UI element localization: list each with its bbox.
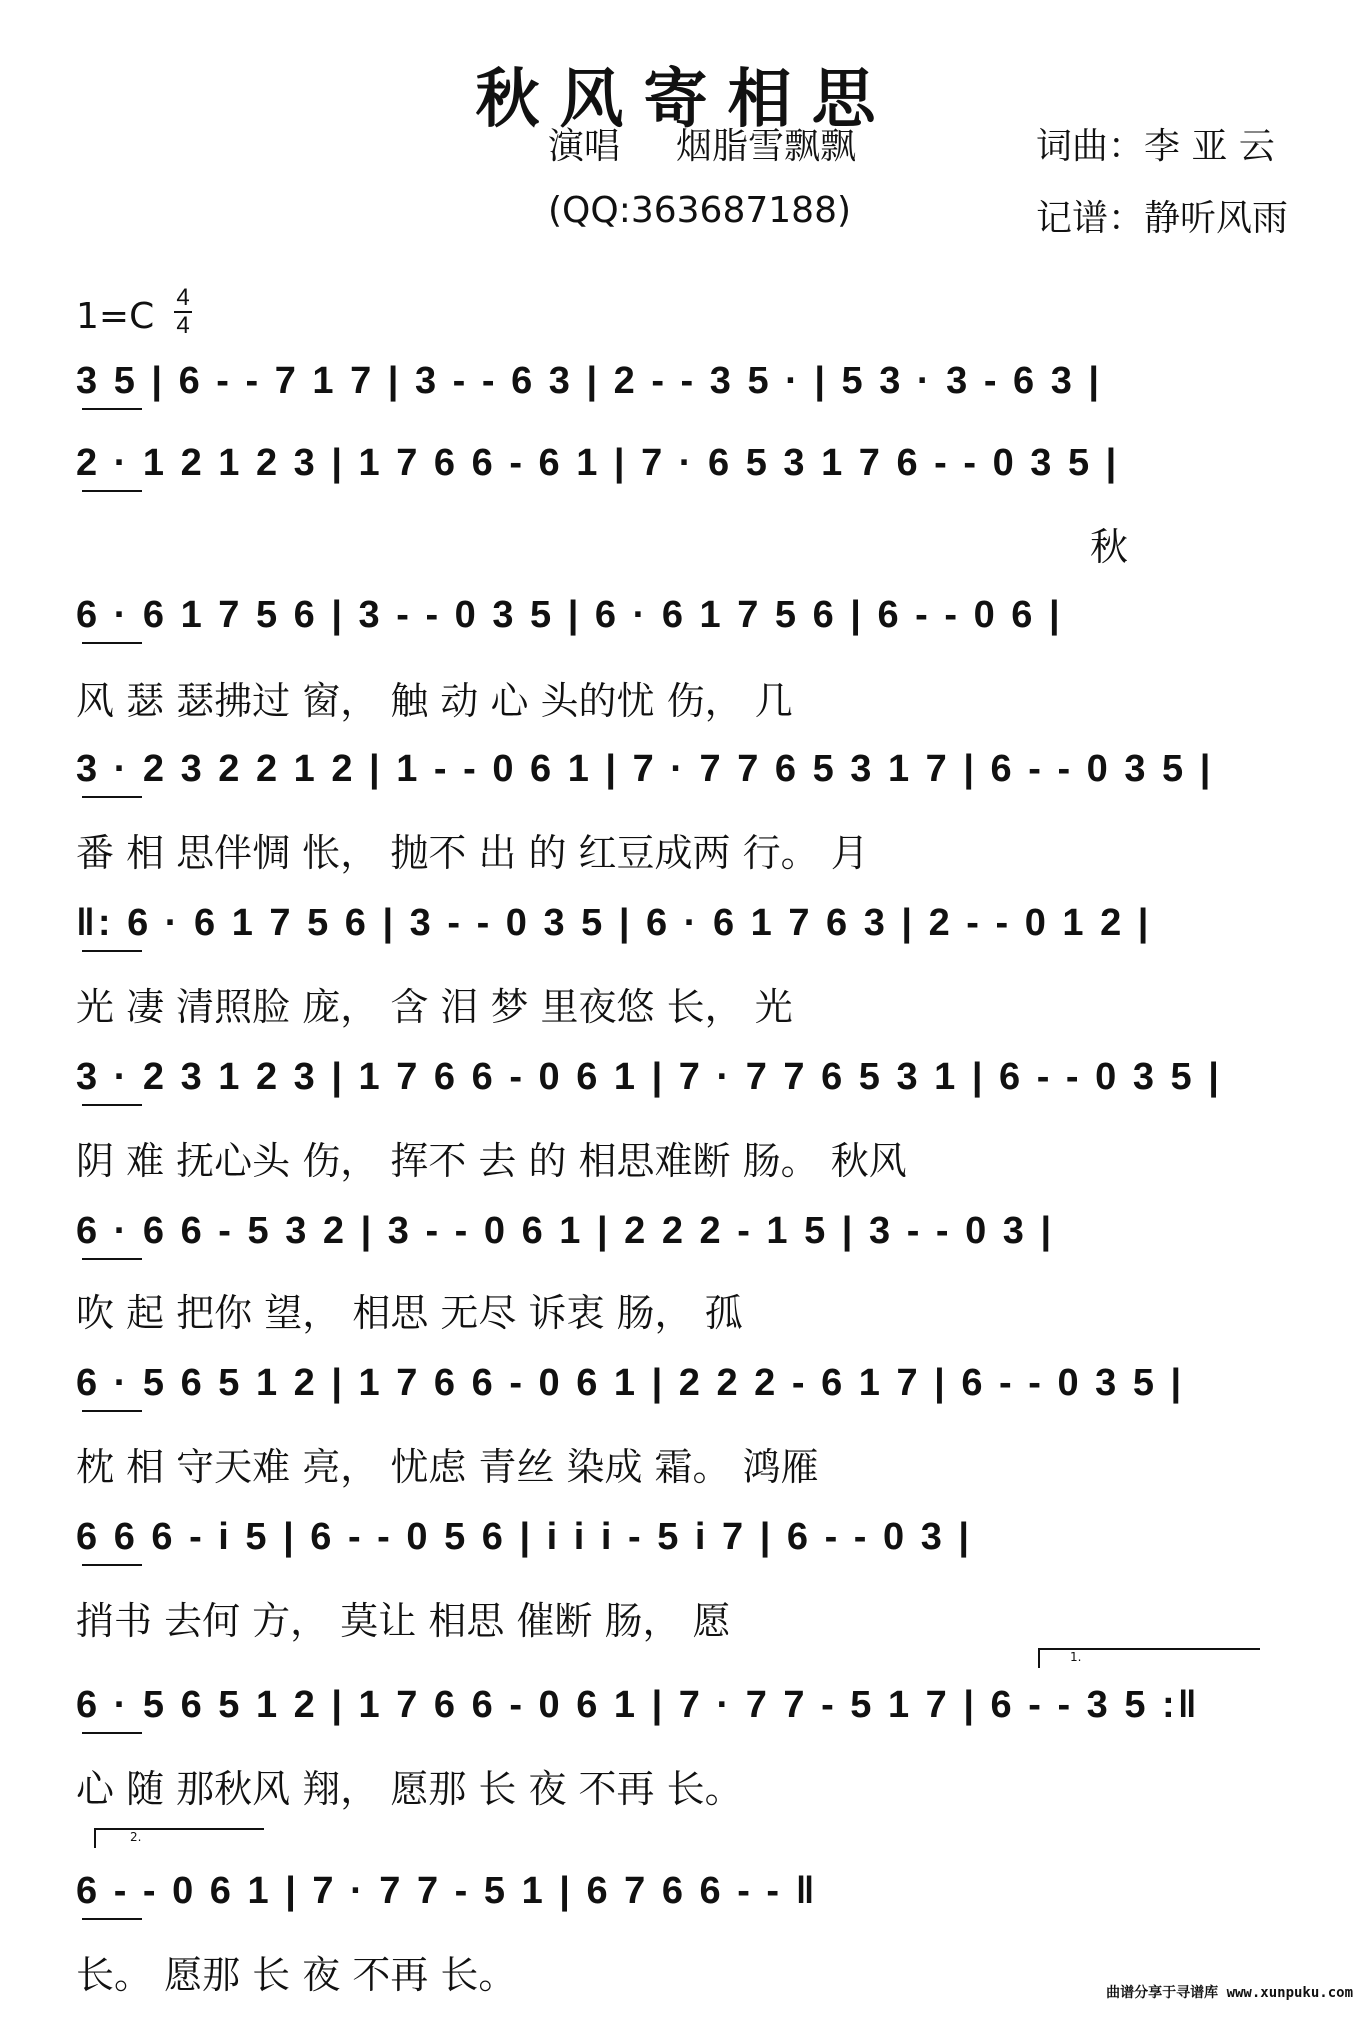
lyric-line-3: 风 瑟 瑟拂过 窗， 触 动 心 头的忧 伤， 几 <box>76 679 793 723</box>
singer-label: 演唱 <box>548 126 621 167</box>
song-title: 秋风寄相思 <box>475 62 896 137</box>
music-line-6: 3 · 2 3 1 2 3 | 1 7 6 6 - 0 6 1 | 7 · 7 7 6 5 3 1 | 6 - - 0 3 5 | <box>76 1056 1222 1098</box>
lyric-line-9: 捎书 去何 方， 莫让 相思 催断 肠， 愿 <box>76 1599 731 1643</box>
lyric-line-11: 长。 愿那 长 夜 不再 长。 <box>76 1953 517 1997</box>
music-line-8: 6 · 5 6 5 1 2 | 1 7 6 6 - 0 6 1 | 2 2 2 - 6 1 7 | 6 - - 0 3 5 | <box>76 1362 1185 1404</box>
music-line-5: ‖: 6 · 6 1 7 5 6 | 3 - - 0 3 5 | 6 · 6 1 7 6 3 | 2 - - 0 1 2 | <box>76 902 1152 944</box>
beam-line <box>82 1564 142 1566</box>
beam-line <box>82 490 142 492</box>
lyric-line-6: 阴 难 抚心头 伤， 挥不 去 的 相思难断 肠。 秋风 <box>76 1139 907 1183</box>
singer-name: 烟脂雪飘飘 <box>676 126 857 167</box>
beam-line <box>82 1258 142 1260</box>
beam-line <box>82 950 142 952</box>
music-line-1: 3 5 | 6 - - 7 1 7 | 3 - - 6 3 | 2 - - 3 5 · | 5 3 · 3 - 6 3 | <box>76 360 1103 402</box>
music-line-9: 6 6 6 - i 5 | 6 - - 0 5 6 | i i i - 5 i 7 | 6 - - 0 3 | <box>76 1516 973 1558</box>
lyric-line-8: 枕 相 守天难 亮， 忧虑 青丝 染成 霜。 鸿雁 <box>76 1445 819 1489</box>
lyric-line-5: 光 凄 清照脸 庞， 含 泪 梦 里夜悠 长， 光 <box>76 985 793 1029</box>
beam-line <box>82 1732 142 1734</box>
music-line-2: 2 · 1 2 1 2 3 | 1 7 6 6 - 6 1 | 7 · 6 5 3 1 7 6 - - 0 3 5 | <box>76 442 1120 484</box>
lyric-line-2: 秋 <box>1090 525 1129 569</box>
lyric-line-7: 吹 起 把你 望， 相思 无尽 诉衷 肠， 孤 <box>76 1291 743 1335</box>
volta-2-label: 2. <box>130 1830 142 1844</box>
qq-contact: (QQ:363687188) <box>548 190 852 231</box>
composer-credit: 词曲：李 亚 云 <box>1036 126 1275 167</box>
beam-line <box>82 1410 142 1412</box>
lyric-line-10: 心 随 那秋风 翔， 愿那 长 夜 不再 长。 <box>76 1767 743 1811</box>
time-signature <box>174 286 192 338</box>
lyric-line-4: 番 相 思伴惆 怅， 抛不 出 的 红豆成两 行。 月 <box>76 831 869 875</box>
music-line-7: 6 · 6 6 - 5 3 2 | 3 - - 0 6 1 | 2 2 2 - 1 5 | 3 - - 0 3 | <box>76 1210 1055 1252</box>
music-line-11: 6 - - 0 6 1 | 7 · 7 7 - 5 1 | 6 7 6 6 - - ‖ <box>76 1870 818 1912</box>
music-line-10: 6 · 5 6 5 1 2 | 1 7 6 6 - 0 6 1 | 7 · 7 7 - 5 1 7 | 6 - - 3 5 :‖ <box>76 1684 1200 1726</box>
beam-line <box>82 796 142 798</box>
footer-watermark: 曲谱分享于寻谱库 www.xunpuku.com <box>1106 1985 1353 2001</box>
music-line-4: 3 · 2 3 2 2 1 2 | 1 - - 0 6 1 | 7 · 7 7 6 5 3 1 7 | 6 - - 0 3 5 | <box>76 748 1214 790</box>
volta-2-bracket <box>94 1828 264 1848</box>
notation-credit: 记谱：静听风雨 <box>1036 198 1289 239</box>
time-signature-top: 4 <box>176 284 190 311</box>
key-signature: 1=C <box>76 296 155 337</box>
beam-line <box>82 1104 142 1106</box>
beam-line <box>82 642 142 644</box>
time-signature-bottom: 4 <box>176 312 190 339</box>
beam-line <box>82 408 142 410</box>
music-line-3: 6 · 6 1 7 5 6 | 3 - - 0 3 5 | 6 · 6 1 7 5 6 | 6 - - 0 6 | <box>76 594 1063 636</box>
beam-line <box>82 1918 142 1920</box>
volta-1-label: 1. <box>1070 1650 1082 1664</box>
